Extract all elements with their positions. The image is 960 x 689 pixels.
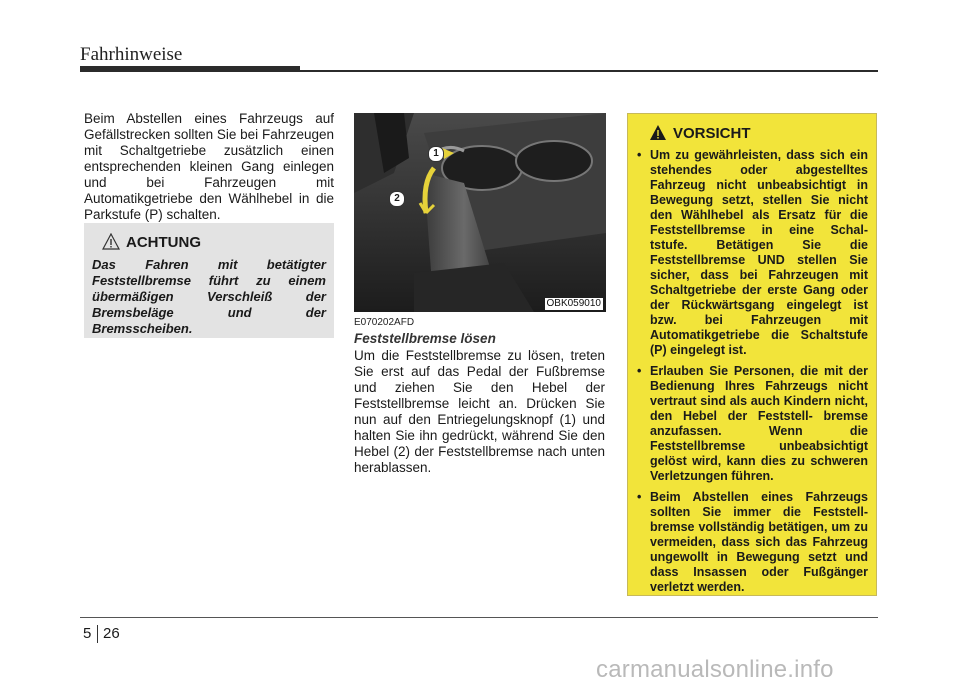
page-header-title: Fahrhinweise [80,44,183,65]
section-body: Um die Feststellbremse zu lösen, treten Sie erst auf das Pedal der Fußbremse und ziehen Sie den Hebel der Feststellbremse leicht an. Drücken Sie nun auf den Entriegelungsknopf (1) und halten Sie ihn gedrückt, während Sie den Hebel (2) der Feststellbremse nach unten herablassen. [354,348,605,475]
figure-code: OBK059010 [546,298,601,309]
section-code: E070202AFD [354,317,415,328]
intro-paragraph: Beim Abstellen eines Fahrzeugs auf Gefällstrecken sollten Sie bei Fahrzeugen mit Schaltgetriebe zusätzlich einen entsprechenden kleinen Gang einlegen und bei Fahrzeugen mit Automatikgetriebe den Wählhebel in die Parkstufe (P) schalten. [84,111,334,222]
page-number: 26 [103,625,120,642]
section-heading: Feststellbremse lösen [354,331,496,346]
vorsicht-item: • Um zu gewährleisten, dass sich ein stehendes oder abgestelltes Fahrzeug nicht unbeabsichtigt in Bewegung setzt, stellen Sie nicht den Wählhebel als Ersatz für die Feststellbremse in eine Schal- tstufe. Betätigen Sie die Feststellbremse UND stellen Sie sicher, dass bei Fahrzeugen mit Schaltgetriebe der erste Gang oder der Rückwärtsgang eingelegt ist bzw. bei Fahrzeugen mit Automatikgetriebe die Schaltstufe (P) eingelegt ist. [637,148,868,358]
callout-2: 2 [389,191,405,207]
vorsicht-item: • Beim Abstellen eines Fahrzeugs sollten Sie immer die Feststell- bremse vollständig betätigen, um zu vermeiden, dass sich das Fahrzeug ungewollt in Bewegung setzt und dass Insassen oder Fußgänger verletzt werden. [637,490,868,595]
watermark-text: carmanualsonline.info [596,656,834,683]
parking-brake-photo [354,113,606,312]
parking-brake-illustration [354,113,606,312]
vorsicht-header [649,124,868,142]
callout-1: 1 [428,146,444,162]
footer-rule [80,617,878,618]
warning-triangle-icon [102,233,120,251]
vorsicht-item: • Erlauben Sie Personen, die mit der Bedienung Ihres Fahrzeugs nicht vertraut sind als auch Kindern nicht, den Hebel der Feststell- bremse anzufassen. Wenn die Feststellbremse unbeabsichtigt gelöst wird, kann dies zu schweren Verletzungen führen. [637,364,868,484]
vorsicht-title: VORSICHT [673,124,751,142]
vorsicht-list [637,148,868,595]
achtung-header [102,233,326,251]
footer-divider [97,625,98,643]
header-bar [80,66,300,72]
achtung-box [84,223,334,338]
warning-triangle-icon [649,124,667,142]
achtung-title: ACHTUNG [126,233,201,251]
achtung-text: Das Fahren mit betätigter Feststellbremse führt zu einem übermäßigen Verschleiß der Bremsbeläge und der Bremsscheiben. [92,257,326,336]
vorsicht-box [627,113,877,596]
chapter-number: 5 [83,625,92,642]
header-rule [300,70,878,72]
